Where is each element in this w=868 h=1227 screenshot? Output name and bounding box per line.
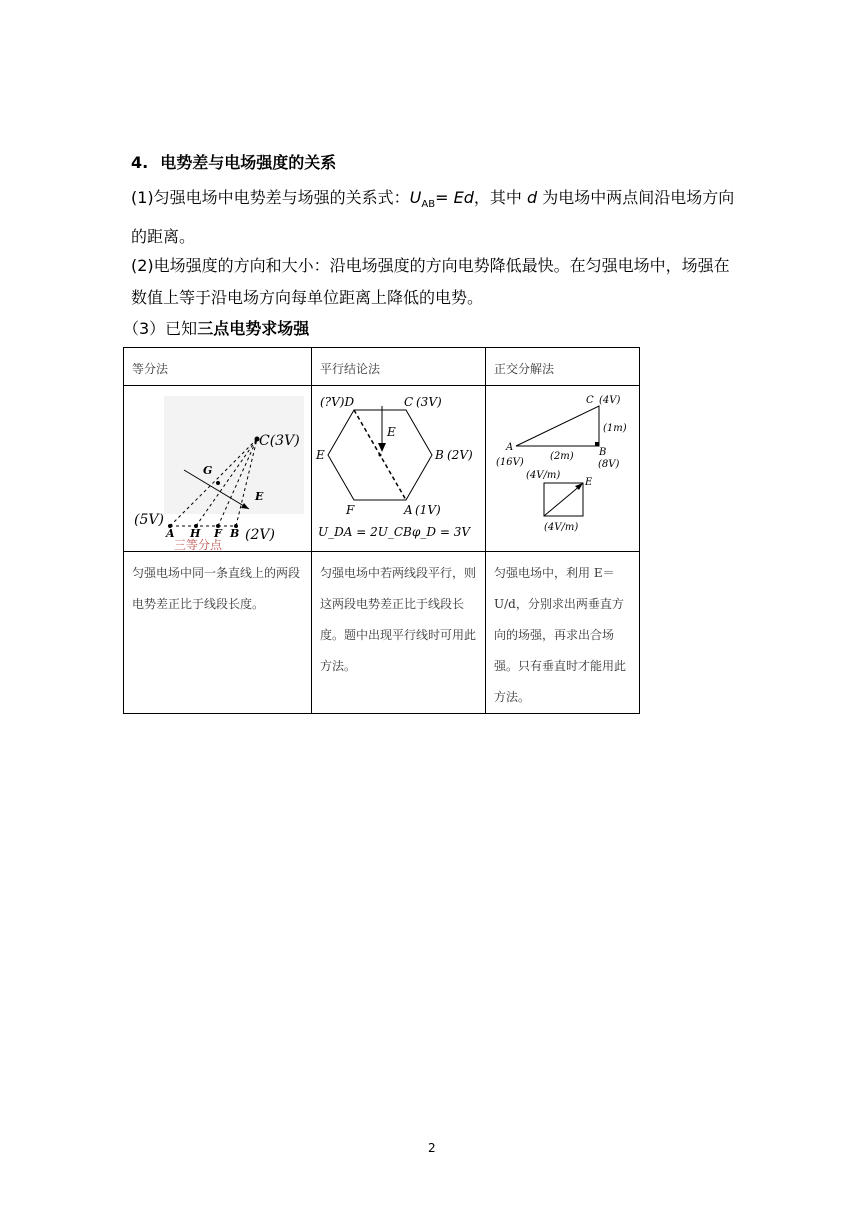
- label-a: A: [506, 442, 514, 453]
- methods-table: [123, 347, 640, 714]
- figure-cell: [486, 386, 640, 552]
- point-g: [216, 481, 220, 485]
- paragraph-2: (2)电场强度的方向和大小：沿电场强度的方向电势降低最快。在匀强电场中，场强在数值上等于沿电场方向每单位距离上降低的电势。: [131, 256, 730, 307]
- label-g: G: [203, 464, 213, 477]
- orthogonal-diagram: [486, 386, 640, 551]
- label-e: E: [255, 490, 264, 503]
- field-resultant: [544, 485, 581, 516]
- equation-u: U_DA = 2U_CB: [318, 525, 412, 539]
- header-orthogonal: 正交分解法: [494, 362, 555, 376]
- label-b: B: [435, 448, 444, 462]
- label-side-horizontal: (2m): [550, 451, 574, 462]
- figure-background: [164, 396, 304, 514]
- formula-u: U: [409, 188, 422, 207]
- label-a-potential: (5V): [134, 512, 164, 528]
- equation-phi: φ_D = 3V: [412, 525, 471, 539]
- table-figure-row: [124, 386, 640, 552]
- formula-subscript: AB: [421, 199, 436, 211]
- label-e: E: [316, 448, 325, 462]
- var-d: d: [526, 188, 538, 207]
- equal-division-diagram: [124, 386, 312, 551]
- figure-cell: [312, 386, 486, 552]
- table-header-row: [124, 348, 640, 386]
- figure-cell: [124, 386, 312, 552]
- paragraph-1: [131, 182, 741, 253]
- para1-middle: ，其中: [473, 188, 527, 207]
- header-parallel: 平行结论法: [320, 362, 381, 376]
- label-b: B: [230, 527, 240, 540]
- description-equal-division: 匀强电场中同一条直线上的两段电势差正比于线段长度。: [132, 566, 301, 611]
- para1-prefix: (1)匀强电场中电势差与场强的关系式：: [131, 188, 410, 207]
- label-f: F: [346, 503, 355, 517]
- para1-suffix: 为电场中两点间沿电场方向的距离。: [131, 188, 735, 247]
- label-a-potential: (16V): [496, 457, 524, 468]
- parallel-diagram: [312, 386, 486, 551]
- header-equal-division: 等分法: [132, 362, 169, 376]
- label-b-potential: (2V): [245, 527, 275, 543]
- label-c: C(3V): [259, 433, 300, 449]
- label-c-potential: (3V): [416, 395, 442, 409]
- description-cell: [486, 552, 640, 714]
- label-b-potential: (2V): [447, 448, 473, 462]
- label-side-vertical: (1m): [603, 423, 627, 434]
- label-d: (?V)D: [320, 395, 355, 409]
- label-h: H: [190, 527, 201, 540]
- formula-rest: = Ed: [435, 188, 474, 207]
- description-parallel: 匀强电场中若两线段平行，则这两段电势差正比于线段长度。题中出现平行线时可用此方法。: [320, 566, 477, 673]
- label-a: A: [166, 527, 175, 540]
- label-c: C: [586, 395, 594, 406]
- label-a: A: [404, 503, 413, 517]
- label-b: B: [599, 447, 607, 458]
- center-point: [379, 454, 382, 457]
- header-cell: [486, 348, 640, 386]
- table-description-row: [124, 552, 640, 714]
- para3-bold: 三点电势求场强: [197, 319, 310, 338]
- label-a-potential: (1V): [415, 503, 441, 517]
- label-b-potential: (8V): [598, 459, 620, 470]
- right-angle-mark: [595, 442, 599, 446]
- header-cell: [124, 348, 312, 386]
- description-orthogonal: 匀强电场中，利用 E＝U/d，分别求出两垂直方向的场强，再求出合场强。只有垂直时才能用此方法。: [494, 566, 627, 704]
- section-heading: [131, 150, 336, 173]
- caption-trisection: 三等分点: [174, 538, 223, 551]
- right-triangle: [516, 406, 599, 446]
- paragraph-3: [123, 316, 309, 339]
- description-cell: [312, 552, 486, 714]
- page-number: 2: [428, 1141, 436, 1155]
- label-c: C: [404, 395, 414, 409]
- description-cell: [124, 552, 312, 714]
- field-arrowhead: [378, 443, 386, 452]
- label-f: F: [214, 527, 222, 540]
- header-cell: [312, 348, 486, 386]
- label-c-potential: (4V): [599, 395, 621, 406]
- label-e-field: E: [387, 425, 396, 439]
- label-e: E: [585, 477, 593, 488]
- para3-prefix: （3）已知: [123, 319, 198, 338]
- section-number: 4.: [131, 153, 149, 172]
- label-field-horizontal: (4V/m): [544, 522, 579, 533]
- label-field-vertical: (4V/m): [526, 470, 561, 481]
- section-title: 电势差与电场强度的关系: [160, 153, 337, 172]
